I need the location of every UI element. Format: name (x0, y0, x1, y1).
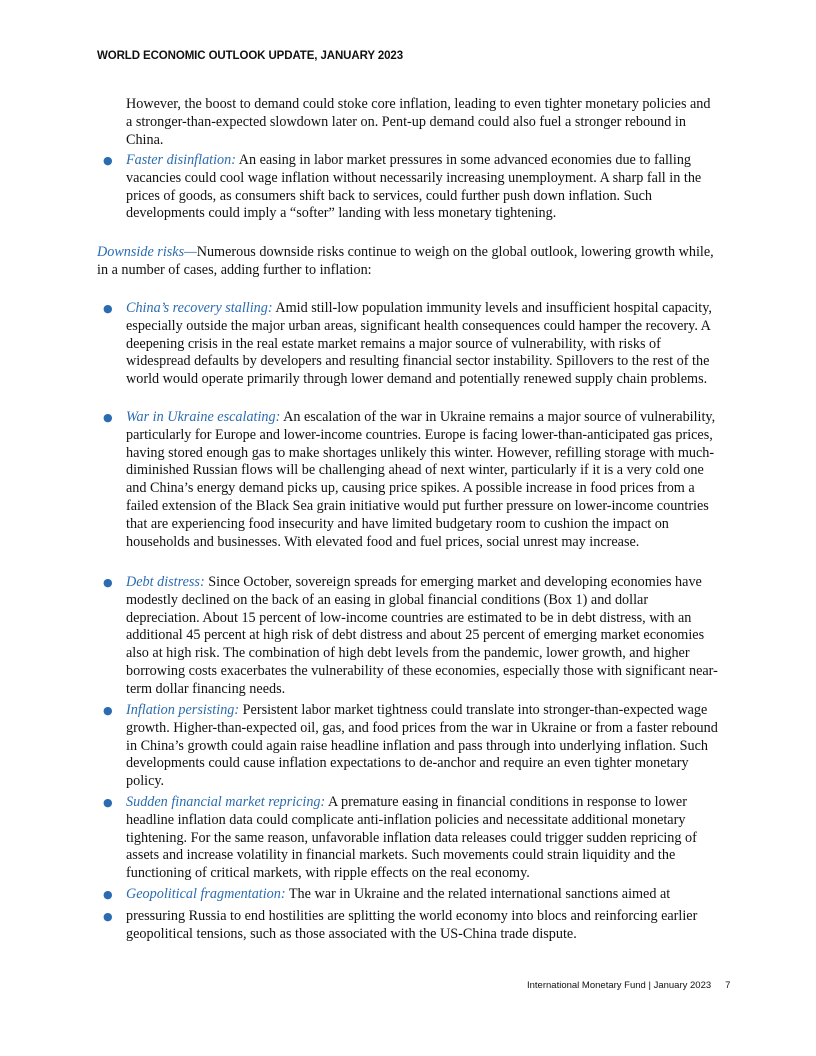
upside-continuation-text: However, the boost to demand could stoke core inflation, leading to even tighter monetary policies and a stronger-than-expected slowdown later on. Pent-up demand could also fuel a stronger rebound in China. (126, 96, 711, 148)
bullet-faster-disinflation (126, 152, 720, 223)
bullet-icon: ● (103, 576, 113, 589)
bullet-icon: ● (103, 888, 113, 901)
bullet-lead: Geopolitical fragmentation: (126, 886, 286, 902)
bullet-war-in-ukraine (126, 409, 720, 551)
bullet-debt-distress (126, 574, 720, 699)
downside-lead: Downside risks— (97, 244, 197, 260)
downside-intro-text: Numerous downside risks continue to weigh on the global outlook, lowering growth while, in a number of cases, adding further to inflation: (97, 244, 714, 278)
bullet-lead: War in Ukraine escalating: (126, 409, 281, 425)
bullet-text: The war in Ukraine and the related international sanctions aimed at (285, 886, 671, 902)
bullet-text: Amid still-low population immunity levels and insufficient hospital capacity, especially outside the major urban areas, significant health consequences could hamper the recovery. A deepening crisis in the real estate market remains a major source of vulnerability, with risks of widespread defaults by developers and resulting financial sector instability. Spillovers to the rest of the world would operate primarily through lower demand and potentially renewed supply chain problems. (126, 300, 712, 388)
bullet-text: pressuring Russia to end hostilities are splitting the world economy into blocs and reinforcing earlier geopolitical tensions, such as those associated with the US-China trade dispute. (126, 908, 698, 942)
bullet-icon: ● (103, 910, 113, 923)
bullet-lead: Inflation persisting: (126, 702, 240, 718)
bullet-china-recovery (126, 300, 720, 389)
page-number: 7 (725, 980, 731, 991)
bullet-icon: ● (103, 796, 113, 809)
bullet-icon: ● (103, 411, 113, 424)
bullet-icon: ● (103, 154, 113, 167)
bullet-financial-repricing (126, 794, 720, 883)
downside-intro-paragraph (97, 244, 719, 280)
bullet-lead: Debt distress: (126, 574, 205, 590)
bullet-text: An escalation of the war in Ukraine remains a major source of vulnerability, particularly for Europe and lower-income countries. Europe is facing lower-than-anticipated gas prices, having stored enough gas to make shortages unlikely this winter. However, refilling storage with much-diminished Russian flows will be challenging ahead of next winter, particularly if it is a very cold one and China’s energy demand picks up, causing price spikes. A possible increase in food prices from a failed extension of the Black Sea grain initiative would put further pressure on lower-income countries that are experiencing food insecurity and have limited budgetary room to cushion the impact on households and businesses. With elevated food and fuel prices, social unrest may increase. (126, 409, 716, 550)
bullet-text: Since October, sovereign spreads for emerging market and developing economies have modestly declined on the back of an easing in global financial conditions (Box 1) and dollar depreciation. About 15 percent of low-income countries are estimated to be in debt distress, with an additional 45 percent at high risk of debt distress and about 25 percent of emerging market economies also at high risk. The combination of high debt levels from the pandemic, lower growth, and higher borrowing costs exacerbates the vulnerability of these economies, especially those with significant near-term dollar financing needs. (126, 574, 718, 697)
bullet-geopolitical-fragmentation (126, 886, 720, 904)
bullet-lead: Faster disinflation: (126, 152, 236, 168)
footer-source: International Monetary Fund | January 2023 (527, 980, 712, 991)
running-header: WORLD ECONOMIC OUTLOOK UPDATE, JANUARY 2023 (97, 50, 404, 62)
bullet-lead: China’s recovery stalling: (126, 300, 273, 316)
bullet-inflation-persisting (126, 702, 720, 791)
bullet-icon: ● (103, 704, 113, 717)
bullet-text: A premature easing in financial conditions in response to lower headline inflation data could complicate anti-inflation policies and necessitate additional monetary tightening. For the same reason, unfavorable inflation data releases could trigger sudden repricing of assets and increase volatility in financial markets. Such movements could strain liquidity and the functioning of critical markets, with ripple effects on the real economy. (126, 794, 697, 882)
bullet-lead: Sudden financial market repricing: (126, 794, 326, 810)
bullet-text: An easing in labor market pressures in some advanced economies due to falling vacancies could cool wage inflation without necessarily increasing unemployment. A sharp fall in the prices of goods, as consumers shift back to services, could further push down inflation. Such developments could imply a “softer” landing with less monetary tightening. (126, 152, 702, 222)
page-footer (527, 980, 730, 991)
bullet-text: Persistent labor market tightness could translate into stronger-than-expected wage growth. Higher-than-expected oil, gas, and food prices from the war in Ukraine or from a faster rebound in China’s growth could again raise headline inflation and pass through into underlying inflation. Such developments could cause inflation expectations to de-anchor and require an even tighter monetary policy. (126, 702, 718, 790)
bullet-icon: ● (103, 302, 113, 315)
bullet-geopolitical-continued (126, 908, 720, 944)
